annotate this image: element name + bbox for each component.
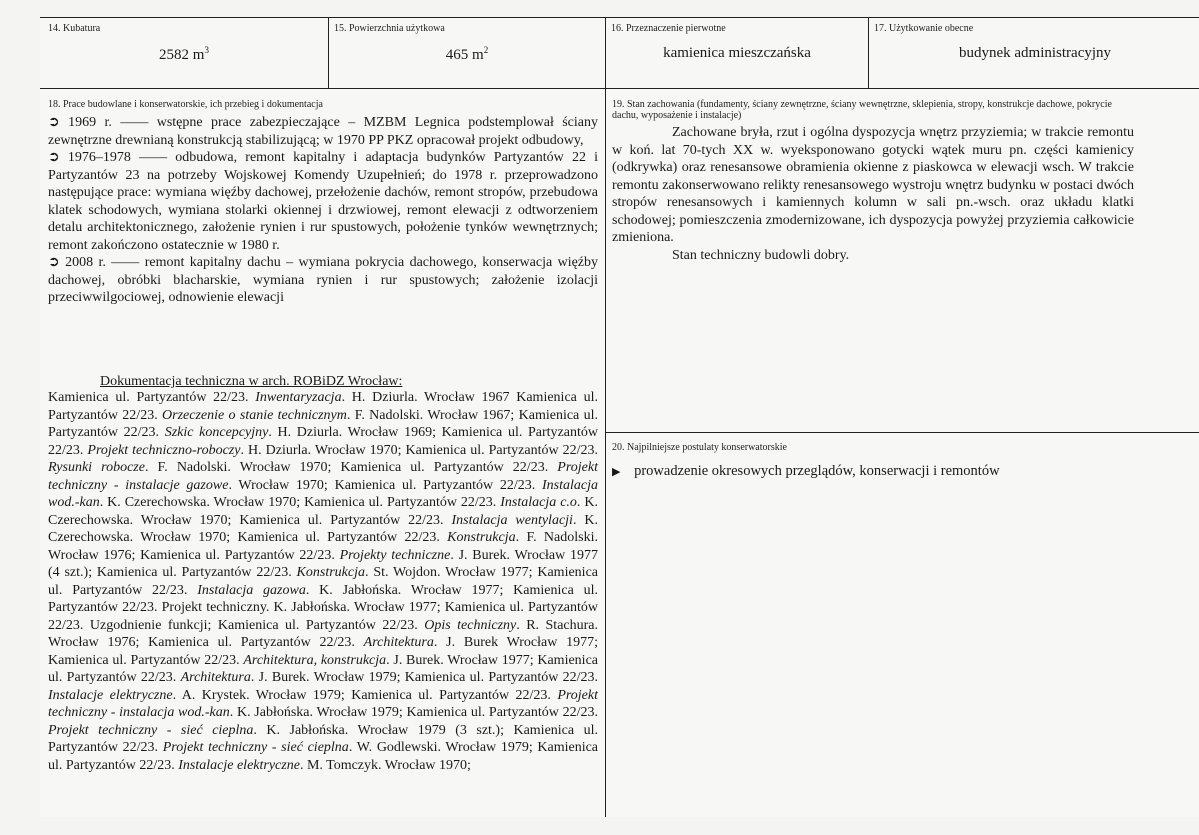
doc-entry-author: . H. Dziurla. Wrocław 1970; [240,442,406,458]
doc-entry-title: Instalacja wod.-kan [48,477,598,510]
doc-entry-title: Architektura [180,670,251,685]
doc-entry [97,565,537,580]
field-15-sup: 2 [483,45,489,55]
doc-entry-author: . K. Jabłońska. Wrocław 1979; [229,705,407,720]
doc-entry-title: Inwentaryzacja [255,390,342,405]
arrow-circle-icon: ➲ [48,114,60,130]
doc-entry-author: . M. Tomczyk. Wrocław 1970; [299,757,471,773]
doc-entry-building: Kamienica ul. Partyzantów 22/23. [96,565,297,580]
state-description: Zachowane bryła, rzut i ogólna dyspozycja wnętrz przyziemia; w trakcie remontu w koń. lat 70-tych XX w. wyeksponowano gotycki wątek muru pn. części kamienicy (odkrywka) oraz renesansowe obramienia okienne z piaskowca w elewacji wsch. W trakcie remontu zakonserwowano relikty renesansowego wystroju wnętrz budynku w postaci dwóch stropów renesansowych i kamiennych kolumn w sali pn.-wsch. oraz układu klatki schodowej; pomieszczenia zmodernizowane, ich dyspozycja powyżej przyziemia całkowicie zmieniona. [612,125,1134,245]
work-entry [48,254,598,307]
doc-entry [148,635,598,650]
doc-entry-title: Instalacja gazowa [197,582,306,598]
doc-entry-author: . J. Burek. Wrocław 1979; [250,670,405,685]
doc-entry-title: Projekt techniczny - instalacja wod.-kan [48,687,598,720]
doc-entry-author: . J. Burek Wrocław 1977; [433,635,598,650]
doc-entry-title: Projekt techniczny - sieć cieplna [162,740,349,755]
section-19-label: 19. Stan zachowania (fundamenty, ściany zewnętrzne, ściany wewnętrzne, sklepienia, stropy, konstrukcje dachowe, pokrycie dachu, wyposażenie i instalacje) [612,99,1112,121]
rule-v-b [605,17,606,817]
work-entry-date: 2008 r. —— [59,255,145,270]
postulate-text: prowadzenie okresowych przeglądów, konserwacji i remontów [634,463,1000,479]
doc-entry-author: . W. Godlewski. Wrocław 1979; [348,740,538,755]
doc-entry-author: . H. Dziurla. Wrocław 1967 [341,390,517,405]
doc-entry-author: . F. Nadolski. Wrocław 1967; [346,407,519,423]
doc-entry-title: Konstrukcja [296,565,365,580]
doc-entry-building: Kamienica ul. Partyzantów 22/23. [48,722,598,755]
doc-entry-title: Projekt techniczny - sieć cieplna [48,722,254,738]
doc-entry-building: Kamienica ul. Partyzantów 22/23. [48,652,244,668]
record-sheet [40,17,1199,817]
field-15-label: 15. Powierzchnia użytkowa [334,23,445,34]
section-20-label: 20. Najpilniejsze postulaty konserwatorskie [612,442,787,453]
doc-entry-building: Kamienica ul. Partyzantów 22/23. [48,565,598,598]
doc-entry [48,653,537,668]
doc-entry-author: . St. Wojdon. Wrocław 1977; [365,565,538,580]
doc-entry-author: . J. Burek. Wrocław 1977; [386,652,538,668]
doc-entry-title: Konstrukcja [447,530,516,545]
doc-entry-author: Projekt techniczny. K. Jabłońska. Wrocław 1977; [161,600,445,615]
doc-entry-building: Kamienica ul. Partyzantów 22/23. [239,512,452,528]
doc-heading: Dokumentacja techniczna w arch. ROBiDZ Wrocław: [100,374,403,389]
field-15-value [329,45,605,64]
doc-entry-author: . F. Nadolski. Wrocław 1976; [48,530,598,563]
work-entry [48,149,598,254]
doc-entry-building: Kamienica ul. Partyzantów 22/23. [48,425,598,458]
doc-entry [48,390,516,405]
doc-entry-building: Kamienica ul. Partyzantów 22/23. [48,740,599,773]
field-16-value: kamienica mieszczańska [663,45,811,61]
doc-entry-title: Instalacje elektryczne [48,687,173,703]
section-19-text [612,124,1134,264]
doc-entry-author: . K. Jabłońska. Wrocław 1979 (3 szt.); [253,722,514,738]
doc-entry-building: Kamienica ul. Partyzantów 22/23. [351,687,558,703]
field-17-label: 17. Użytkowanie obecne [874,23,974,34]
doc-entry-building: Kamienica ul. Partyzantów 22/23. [405,442,598,458]
state-summary: Stan techniczny budowli dobry. [672,247,850,263]
doc-entry-title: Architektura, konstrukcja [243,652,387,668]
work-entry-date: 1976–1978 —— [59,150,176,165]
rule-right-mid [605,432,1199,433]
doc-entry-author: . K. Czerechowska. Wrocław 1970; [99,495,305,510]
rule-top [40,17,1199,18]
doc-entry-building: Kamienica ul. Partyzantów 22/23. [48,390,256,405]
doc-entry-author: Uzgodnienie funkcji; [89,617,218,633]
doc-entry-building: Kamienica ul. Partyzantów 22/23. [340,460,558,475]
doc-entry-building: Kamienica ul. Partyzantów 22/23. [217,617,425,633]
doc-entry-building: Kamienica ul. Partyzantów 22/23. [406,705,598,720]
doc-entry-title: Orzeczenie o stanie technicznym [162,407,347,423]
doc-entry-building: Kamienica ul. Partyzantów 22/23. [48,407,598,440]
doc-entry-author: . J. Burek. Wrocław 1977 (4 szt.); [48,547,599,580]
doc-entry-building: Kamienica ul. Partyzantów 22/23. [334,477,542,493]
work-entry-text: wstępne prace zabezpieczające – MZBM Legnica podstemplował ściany zewnętrzne drewnianą konstrukcją stabilizującą; w 1970 PP PKZ opracował projekt odbudowy, [48,115,598,148]
doc-entry-title: Szkic koncepcyjny [164,425,269,440]
doc-entry-building: Kamienica ul. Partyzantów 22/23. [48,652,598,685]
doc-entry-title: Architektura [363,635,434,650]
doc-entry-building: Kamienica ul. Partyzantów 22/23. [140,547,340,563]
work-entry-date: 1969 r. —— [59,115,157,130]
doc-entry-building: Kamienica ul. Partyzantów 22/23. [237,530,448,545]
doc-entry-building: Kamienica ul. Partyzantów 22/23. [304,495,501,510]
work-entry-text: odbudowa, remont kapitalny i adaptacja budynków Partyzantów 22 i Partyzantów 23 na potrzeby Wojskowej Komendy Uzupełnień; do 1978 r. przeprowadzono następujące prace: wymiana więźby dachowej, przełożenie dachów, remont stropów, przebudowa klatek schodowych, wymiana stolarki okiennej i drzwiowej, remont elewacji z odtworzeniem detalu architektonicznego, założenie rynien i rur spustowych, położenie tynków wewnętrznych; remont zakończono ostatecznie w 1980 r. [48,150,599,253]
triangle-bullet-icon: ▶ [612,465,621,478]
doc-entry-author: . K. Jabłońska. Wrocław 1977; [305,582,514,598]
doc-entry-title: Opis techniczny [424,617,517,633]
doc-entry-building: Kamienica ul. Partyzantów 22/23. [404,670,598,685]
documentation-list [48,389,598,774]
arrow-circle-icon: ➲ [48,149,60,165]
doc-entry-title: Instalacja wentylacji [451,512,573,528]
doc-entry-title: Rysunki robocze [48,460,145,475]
field-14-sup: 3 [204,45,209,55]
doc-entry-author: . A. Krystek. Wrocław 1979; [172,687,352,703]
field-17-value: budynek administracyjny [958,45,1112,61]
doc-entry-building: Kamienica ul. Partyzantów 22/23. [48,390,598,423]
doc-entry-author: . K. Czerechowska. Wrocław 1970; [48,512,598,545]
doc-entry-title: Instalacje elektryczne [178,757,300,773]
doc-entry-author: . K. Czerechowska. Wrocław 1970; [48,495,598,528]
doc-entry-author: . H. Dziurla. Wrocław 1969; [268,425,442,440]
doc-entry-title: Instalacja c.o [500,495,577,510]
work-entry [48,114,598,149]
rule-mid [40,88,1199,89]
field-14-label: 14. Kubatura [48,23,101,34]
field-16-label: 16. Przeznaczenie pierwotne [611,23,726,34]
doc-entry-building: Kamienica ul. Partyzantów 22/23. [148,635,364,650]
doc-entry-title: Projekt techniczno-roboczy [87,442,241,458]
field-14-value [40,45,328,64]
doc-entry-building: Kamienica ul. Partyzantów 22/23. [48,582,599,615]
section-18-works [48,114,598,307]
work-entry-text: remont kapitalny dachu – wymiana pokrycia dachowego, konserwacja więźby dachowej, obróbki blacharskie, wymiana rynien i rur spustowych; założenie izolacji przeciwwilgociowej, odnowienie elewacji [48,255,599,305]
doc-entry-author: . Wrocław 1970; [228,477,335,493]
doc-entry-author: . F. Nadolski. Wrocław 1970; [144,460,341,475]
doc-heading-wrap [100,373,600,391]
doc-entry-title: Projekty techniczne [339,547,451,563]
arrow-circle-icon: ➲ [48,254,60,270]
postulate-item [612,463,1172,480]
doc-entry-author: . R. Stachura. Wrocław 1976; [48,617,599,650]
doc-entry-title: Projekt techniczny - instalacje gazowe [48,460,598,493]
section-18-label: 18. Prace budowlane i konserwatorskie, ich przebieg i dokumentacja [48,99,323,110]
field-15-number: 465 m [445,47,484,63]
doc-entry-building: Kamienica ul. Partyzantów 22/23. [48,600,599,633]
field-14-number: 2582 m [159,47,205,63]
